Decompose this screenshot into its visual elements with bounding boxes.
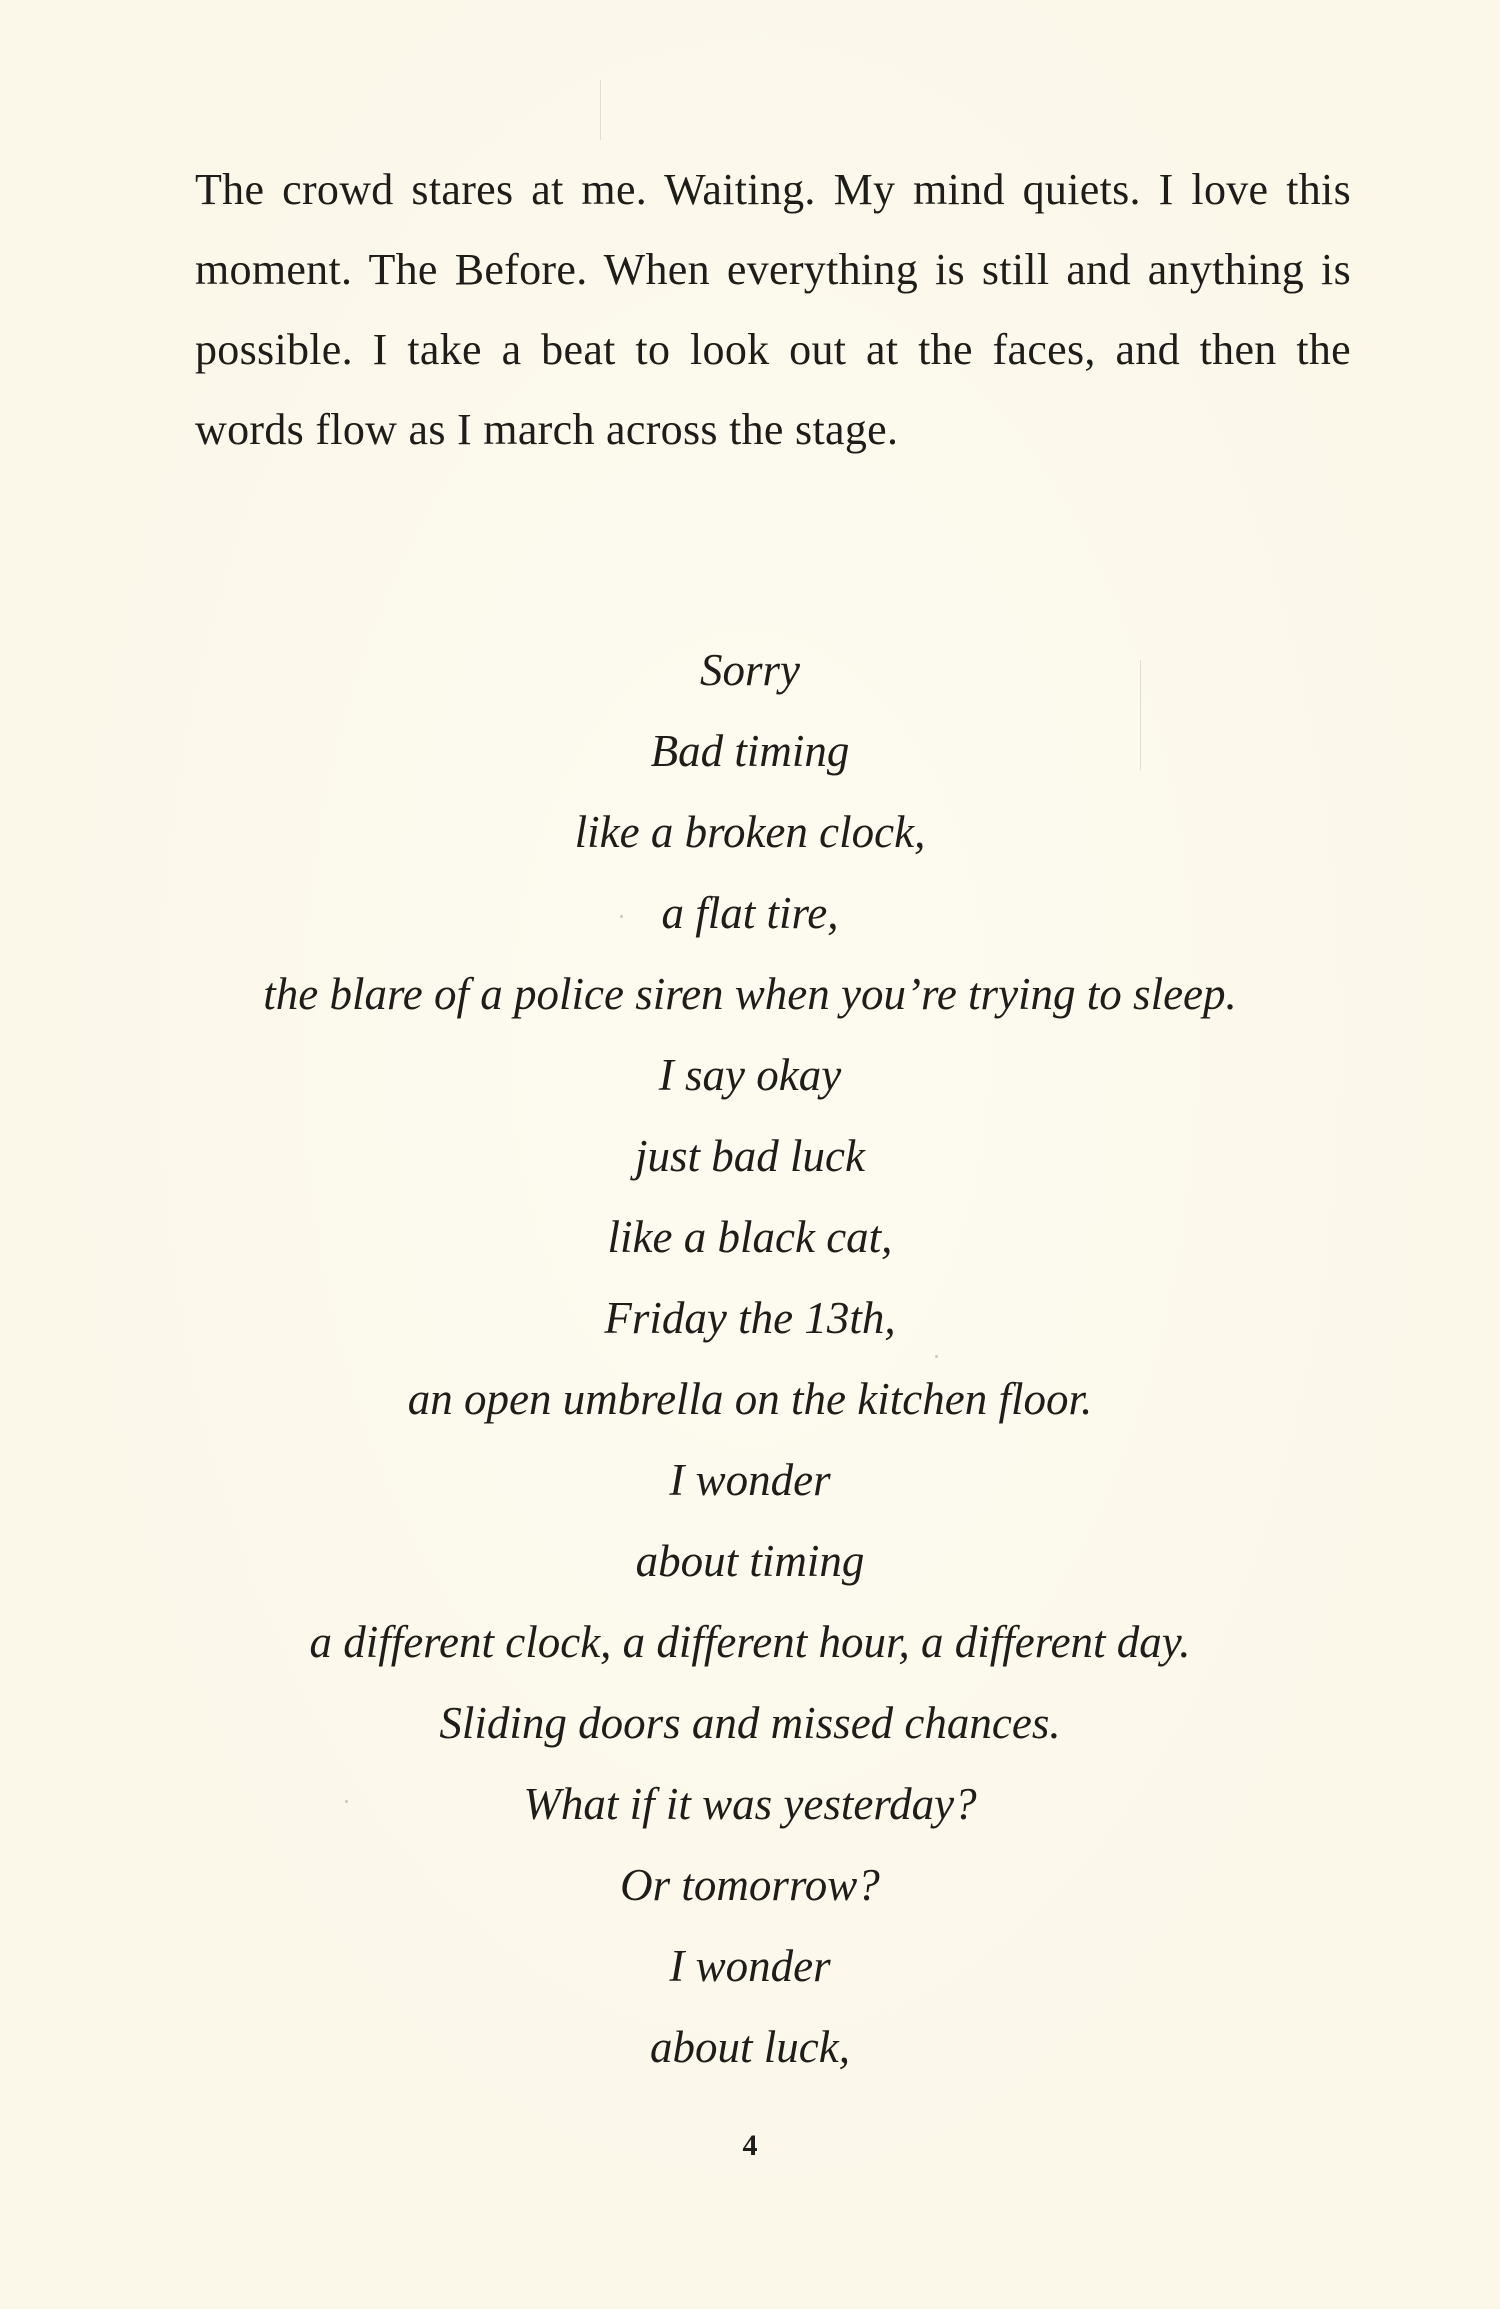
prose-paragraph: The crowd stares at me. Waiting. My mind quiets. I love this moment. The Before. When everything is still and anything is possible. I take a beat to look out at the faces, and then the words flow as I march across the stage.	[195, 165, 1351, 454]
poem-line: a different clock, a different hour, a different day.	[309, 1617, 1191, 1667]
poem-line: about luck,	[650, 2022, 850, 2072]
poem-line: I wonder	[669, 1455, 831, 1505]
poem-line: I say okay	[658, 1050, 842, 1100]
poem-line: like a broken clock,	[574, 807, 926, 857]
poem-line: an open umbrella on the kitchen floor.	[407, 1374, 1093, 1424]
poem-line: the blare of a police siren when you’re trying to sleep.	[263, 969, 1237, 1019]
poem-line: a flat tire,	[661, 888, 839, 938]
poem-line: Or tomorrow?	[620, 1860, 880, 1910]
scan-crease-mark	[600, 80, 601, 140]
poem-line: Friday the 13th,	[604, 1293, 896, 1343]
page-number: 4	[742, 2129, 758, 2162]
poem-line: Sliding doors and missed chances.	[439, 1698, 1061, 1748]
poem-line: like a black cat,	[607, 1212, 893, 1262]
poem-line: What if it was yesterday?	[523, 1779, 977, 1829]
poem-line: Bad timing	[650, 726, 850, 776]
poem-line: I wonder	[669, 1941, 831, 1991]
poem-line: just bad luck	[635, 1131, 865, 1181]
poem-block	[0, 630, 1500, 2088]
poem-line: about timing	[635, 1536, 865, 1586]
poem-line: Sorry	[700, 645, 800, 695]
